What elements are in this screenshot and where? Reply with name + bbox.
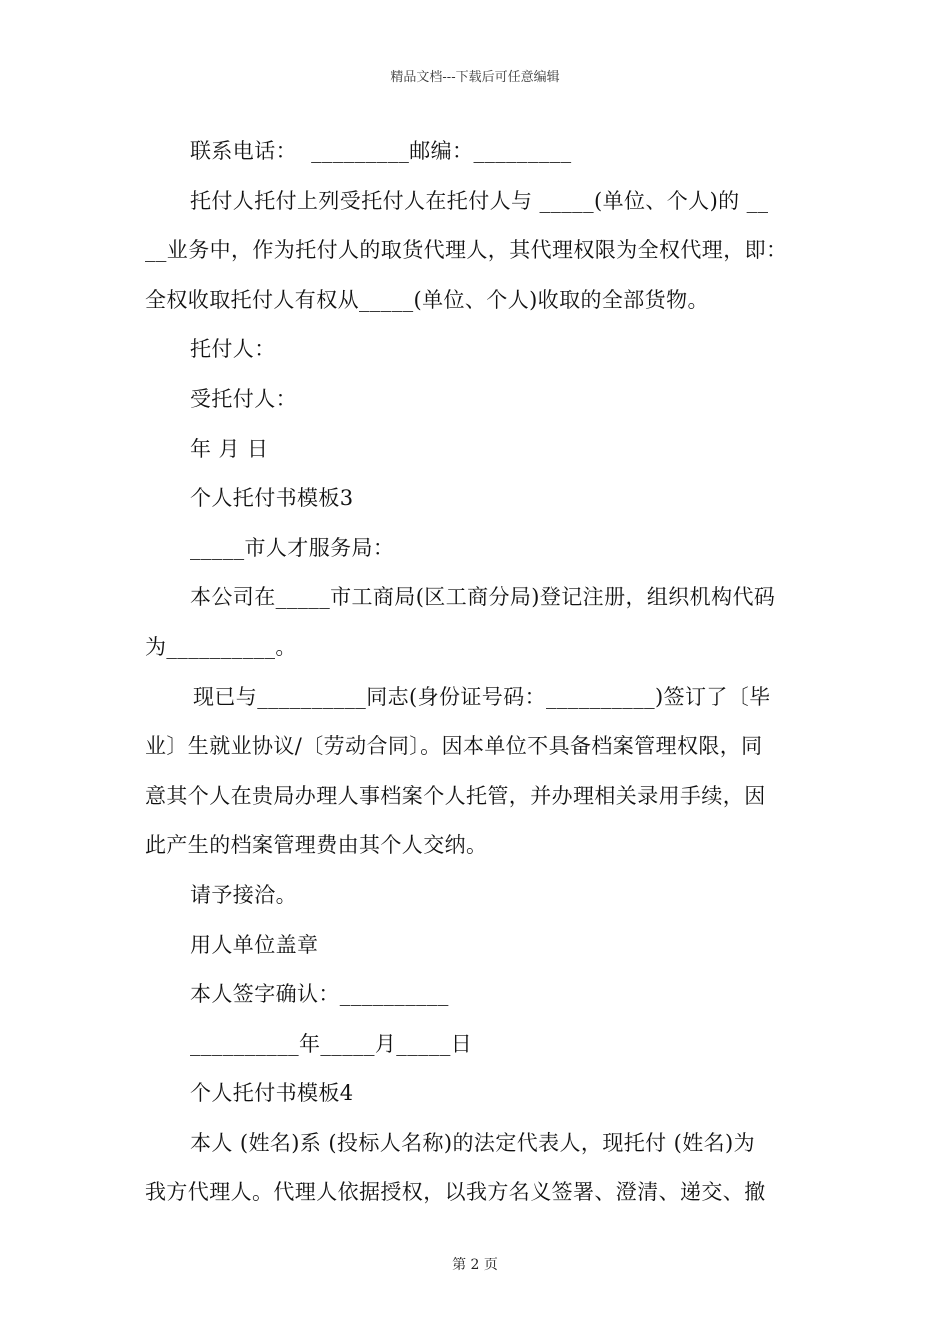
paragraph-line: 全权收取托付人有权从_____(单位、个人)收取的全部货物。 bbox=[145, 287, 709, 312]
contact-phone-line: 联系电话： _________邮编：_________ bbox=[190, 139, 572, 163]
paragraph-line: 意其个人在贵局办理人事档案个人托管，并办理相关录用手续，因 bbox=[145, 783, 766, 808]
agent-label: 受托付人： bbox=[190, 386, 297, 411]
paragraph-line: 业〕生就业协议/〔劳动合同〕。因本单位不具备档案管理权限，同 bbox=[145, 734, 763, 759]
date-line: __________年_____月_____日 bbox=[190, 1031, 473, 1056]
seal-line: 用人单位盖章 bbox=[190, 932, 319, 957]
page-header: 精品文档---下载后可任意编辑 bbox=[390, 70, 560, 85]
section-title: 个人托付书模板3 bbox=[190, 486, 354, 511]
paragraph-line: 本公司在_____市工商局(区工商分局)登记注册，组织机构代码 bbox=[190, 585, 776, 610]
paragraph-line: __业务中，作为托付人的取货代理人，其代理权限为全权代理，即： bbox=[145, 238, 788, 263]
page-number: 第 2 页 bbox=[452, 1257, 498, 1273]
addressee-line: _____市人才服务局： bbox=[190, 535, 395, 560]
paragraph-line: 此产生的档案管理费由其个人交纳。 bbox=[145, 833, 488, 858]
principal-label: 托付人： bbox=[190, 337, 276, 362]
section-title: 个人托付书模板4 bbox=[190, 1081, 354, 1106]
date-line: 年 月 日 bbox=[190, 436, 269, 461]
paragraph-line: 现已与__________同志(身份证号码：__________)签订了〔毕 bbox=[193, 684, 771, 709]
paragraph-line: 我方代理人。代理人依据授权，以我方名义签署、澄清、递交、撤 bbox=[145, 1180, 766, 1205]
paragraph-line: 托付人托付上列受托付人在托付人与 _____(单位、个人)的 __ bbox=[190, 188, 769, 213]
paragraph-line: 本人 (姓名)系 (投标人名称)的法定代表人，现托付 (姓名)为 bbox=[190, 1130, 755, 1155]
closing-line: 请予接洽。 bbox=[190, 882, 297, 907]
document-body bbox=[145, 127, 815, 1218]
paragraph-line: 为__________。 bbox=[145, 634, 297, 659]
signature-line: 本人签字确认：__________ bbox=[190, 982, 449, 1007]
